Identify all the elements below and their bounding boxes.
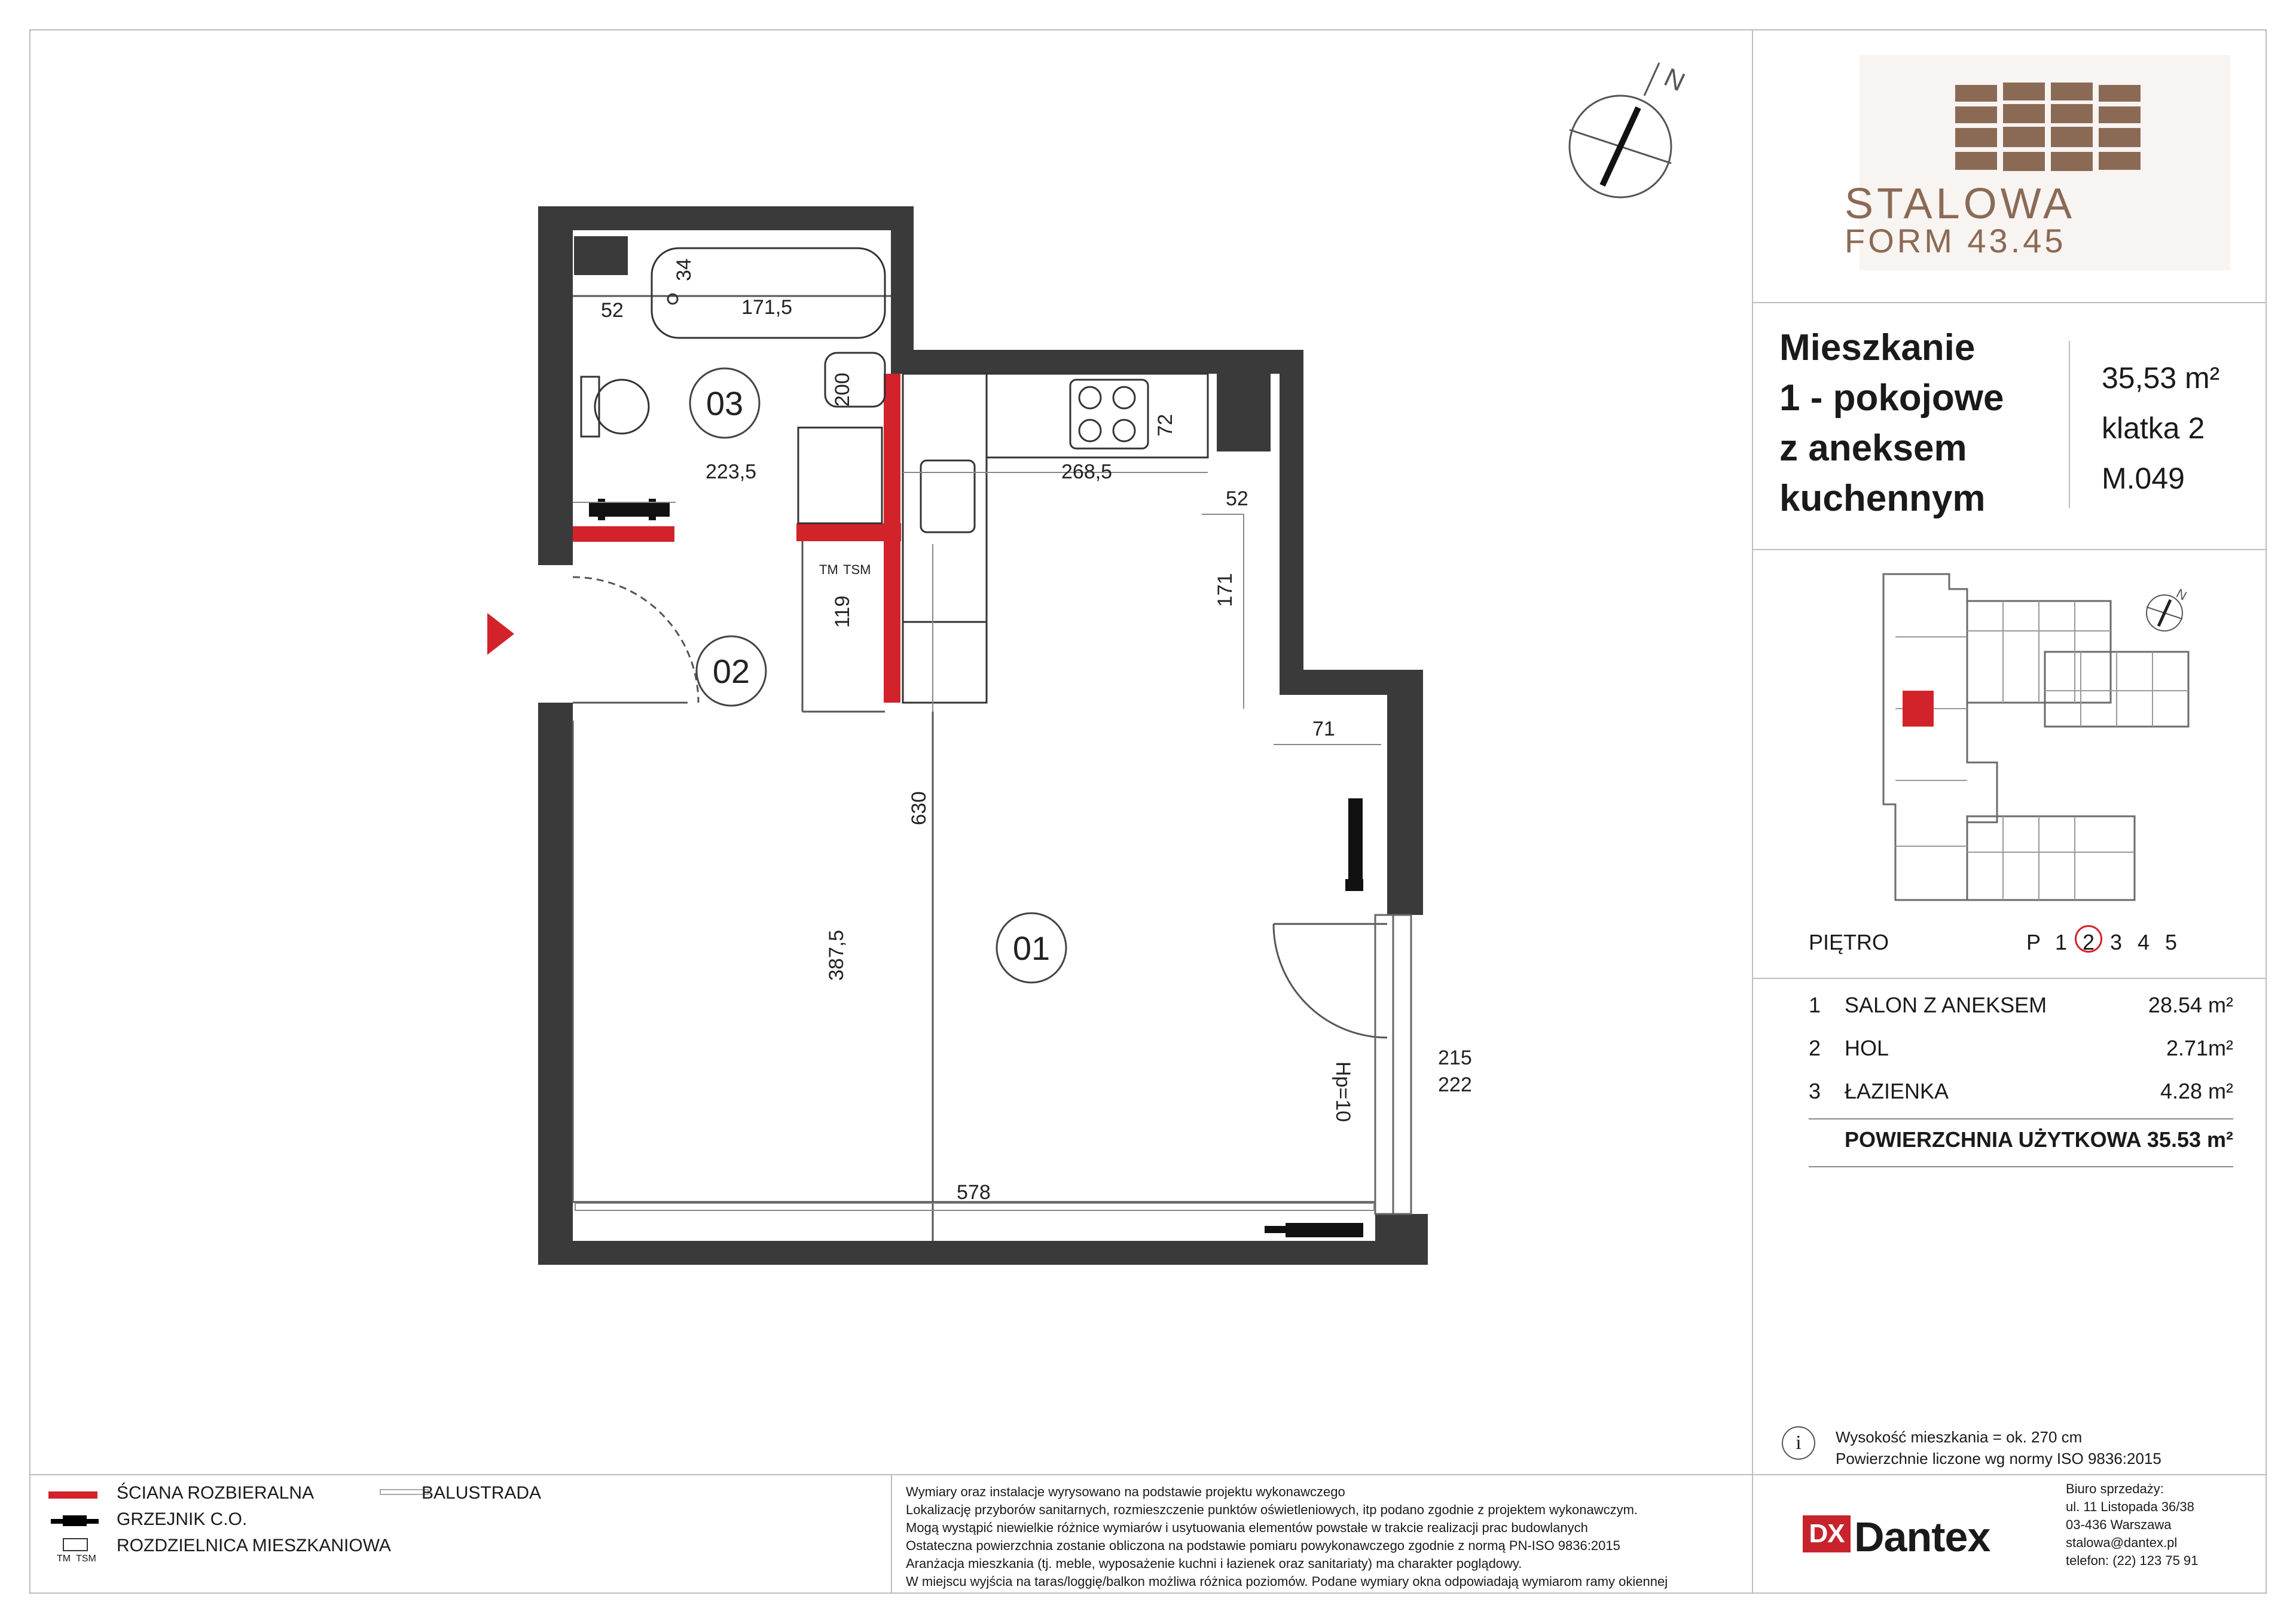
dim-label: 223,5 [706, 460, 757, 483]
disclaimer-line: Mogą wystąpić niewielkie różnice wymiarów i usytuowania elementów powstałe w trakcie realizacji prac budowlanych [906, 1520, 1588, 1535]
tm-label: TM [819, 562, 838, 577]
apartment-info [2102, 353, 2219, 504]
brand-name: STALOWA [1845, 180, 2076, 228]
total-label: POWIERZCHNIA UŻYTKOWA [1845, 1127, 2142, 1152]
info-icon: i [1782, 1426, 1815, 1460]
dim-label: 215 [1438, 1047, 1472, 1069]
window [1375, 915, 1411, 1214]
north-arrow-icon [1570, 63, 1689, 197]
key-plan-north-icon [2147, 585, 2189, 631]
dim-label: 52 [601, 299, 624, 322]
footer-divider [29, 1474, 2267, 1475]
floor-1: 1 [2054, 930, 2068, 954]
developer-logo [1803, 1513, 1990, 1561]
north-label: N [1659, 62, 1690, 97]
room-label-01: 01 [1012, 929, 1051, 967]
floor-4: 4 [2137, 930, 2150, 954]
brand-divider [1752, 302, 2267, 303]
legend-tm: TM [57, 1554, 71, 1564]
washing-machine-icon [798, 428, 882, 523]
apartment-type-1: Mieszkanie [1779, 327, 1976, 368]
room-label-03: 03 [706, 385, 744, 422]
floor-5: 5 [2164, 930, 2178, 954]
total-rule [1809, 1118, 2233, 1119]
room-row [1809, 1079, 2233, 1122]
disclaimer-line: W miejscu wyjścia na taras/loggię/balkon możliwa różnica poziomów. Podane wymiary okna odpowiadają wymiarom ramy okiennej [906, 1574, 1668, 1589]
dim-label: 72 [1154, 414, 1177, 437]
room-number: 2 [1809, 1036, 1821, 1060]
total-rule-bottom [1809, 1166, 2233, 1167]
dim-label: 171 [1214, 573, 1236, 607]
dim-label: 578 [957, 1181, 991, 1204]
apartment-title [1779, 323, 2004, 524]
apartment-type-3: z aneksem [1779, 428, 1967, 469]
entrance-door [573, 577, 698, 703]
note-norm: Powierzchnie liczone wg normy ISO 9836:2015 [1836, 1450, 2161, 1468]
disclaimer-line: Aranżacja mieszkania (tj. meble, wyposażenie kuchni i łazienek oraz sanitariaty) ma charakter poglądowy. [906, 1556, 1522, 1571]
entrance-marker-icon [487, 613, 514, 655]
room-number: 1 [1809, 993, 1821, 1017]
sidebar-divider [1752, 29, 1753, 1594]
disclaimer [906, 1483, 1761, 1591]
key-plan [1871, 565, 2206, 912]
disclaimer-line: Ostateczna powierzchnia zostanie obliczona na podstawie pomiaru powykonawczego zgodnie z normą PN-ISO 9836:2015 [906, 1538, 1620, 1553]
dim-label: 71 [1312, 718, 1335, 740]
floor-2-active: 2 [2075, 930, 2102, 955]
brand-subname: FORM 43.45 [1845, 222, 2066, 260]
total-area: 35.53 m² [2147, 1127, 2233, 1152]
title-divider [1752, 549, 2267, 550]
railing [575, 1203, 1374, 1210]
radiator-icon [1265, 1223, 1363, 1237]
dim-label: 268,5 [1061, 460, 1113, 483]
office-title: Biuro sprzedaży: [2066, 1481, 2164, 1496]
balcony-door [1274, 924, 1387, 1038]
dim-label: 171,5 [741, 296, 793, 319]
legend-radiator-label: GRZEJNIK C.O. [117, 1509, 248, 1529]
dim-label: 119 [831, 595, 854, 628]
apartment-staircase: klatka 2 [2102, 411, 2205, 445]
dim-label: 630 [908, 791, 930, 825]
key-plan-wing-left [1883, 574, 1997, 900]
floors-divider [1752, 978, 2267, 979]
sales-office [2066, 1480, 2198, 1570]
toilet-icon [581, 377, 649, 437]
key-plan-apartment-highlight [1903, 691, 1934, 727]
office-city: 03-436 Warszawa [2066, 1517, 2172, 1532]
key-plan-north-label: N [2173, 585, 2190, 603]
floor-p: P [2026, 930, 2041, 954]
legend-wall-label: ŚCIANA ROZBIERALNA [117, 1483, 315, 1503]
developer-mark: DX [1803, 1515, 1851, 1552]
room-table [1809, 993, 2233, 1122]
floor-label: PIĘTRO [1809, 930, 1889, 954]
apartment-type-2: 1 - pokojowe [1779, 377, 2004, 419]
footer-divider-1 [891, 1474, 892, 1594]
dim-label: 222 [1438, 1073, 1472, 1096]
radiator-icon [1345, 798, 1363, 891]
key-plan-wing-bottom [1967, 816, 2135, 900]
floor-selector [2020, 930, 2185, 955]
room-name: ŁAZIENKA [1845, 1079, 1949, 1103]
apartment-type-4: kuchennym [1779, 478, 1986, 519]
room-area: 2.71m² [2166, 1036, 2233, 1060]
room-label-02: 02 [712, 652, 750, 690]
room-row [1809, 993, 2233, 1036]
legend-distributor-label: ROZDZIELNICA MIESZKANIOWA [117, 1536, 391, 1555]
office-street: ul. 11 Listopada 36/38 [2066, 1499, 2194, 1514]
office-email[interactable]: stalowa@dantex.pl [2066, 1535, 2178, 1550]
room-name: HOL [1845, 1036, 1889, 1060]
dim-label: 34 [673, 258, 695, 281]
disclaimer-line: Lokalizację przyborów sanitarnych, rozmieszczenie punktów oświetleniowych, itp podano zgodnie z projektem wykonawczym. [906, 1502, 1638, 1517]
legend-radiator-icon-body [63, 1515, 87, 1526]
disclaimer-line: Wymiary oraz instalacje wyrysowano na podstawie projektu wykonawczego [906, 1484, 1345, 1499]
apartment-area: 35,53 m² [2102, 361, 2220, 395]
tsm-label: TSM [843, 562, 871, 577]
cooktop-icon [1070, 380, 1148, 449]
room-area: 4.28 m² [2160, 1079, 2233, 1103]
floor-3: 3 [2109, 930, 2123, 954]
notes [1836, 1426, 2161, 1469]
office-phone[interactable]: telefon: (22) 123 75 91 [2066, 1553, 2199, 1568]
legend-distributor-icon [63, 1538, 88, 1551]
note-height: Wysokość mieszkania = ok. 270 cm [1836, 1428, 2083, 1446]
dim-label: Hp=10 [1332, 1061, 1354, 1122]
legend-tsm: TSM [76, 1554, 96, 1564]
legend-wall-swatch [48, 1491, 97, 1499]
apartment-unit: M.049 [2102, 462, 2185, 495]
room-name: SALON Z ANEKSEM [1845, 993, 2047, 1017]
room-area: 28.54 m² [2148, 993, 2233, 1017]
dim-label: 387,5 [825, 929, 848, 981]
developer-name: Dantex [1854, 1514, 1990, 1560]
dim-label: 52 [1226, 487, 1248, 510]
room-row [1809, 1036, 2233, 1079]
legend-railing-label: BALUSTRADA [422, 1483, 542, 1503]
walls [538, 206, 1428, 1265]
title-divider-v [2069, 341, 2070, 508]
room-number: 3 [1809, 1079, 1821, 1103]
dim-label: 200 [831, 373, 854, 407]
